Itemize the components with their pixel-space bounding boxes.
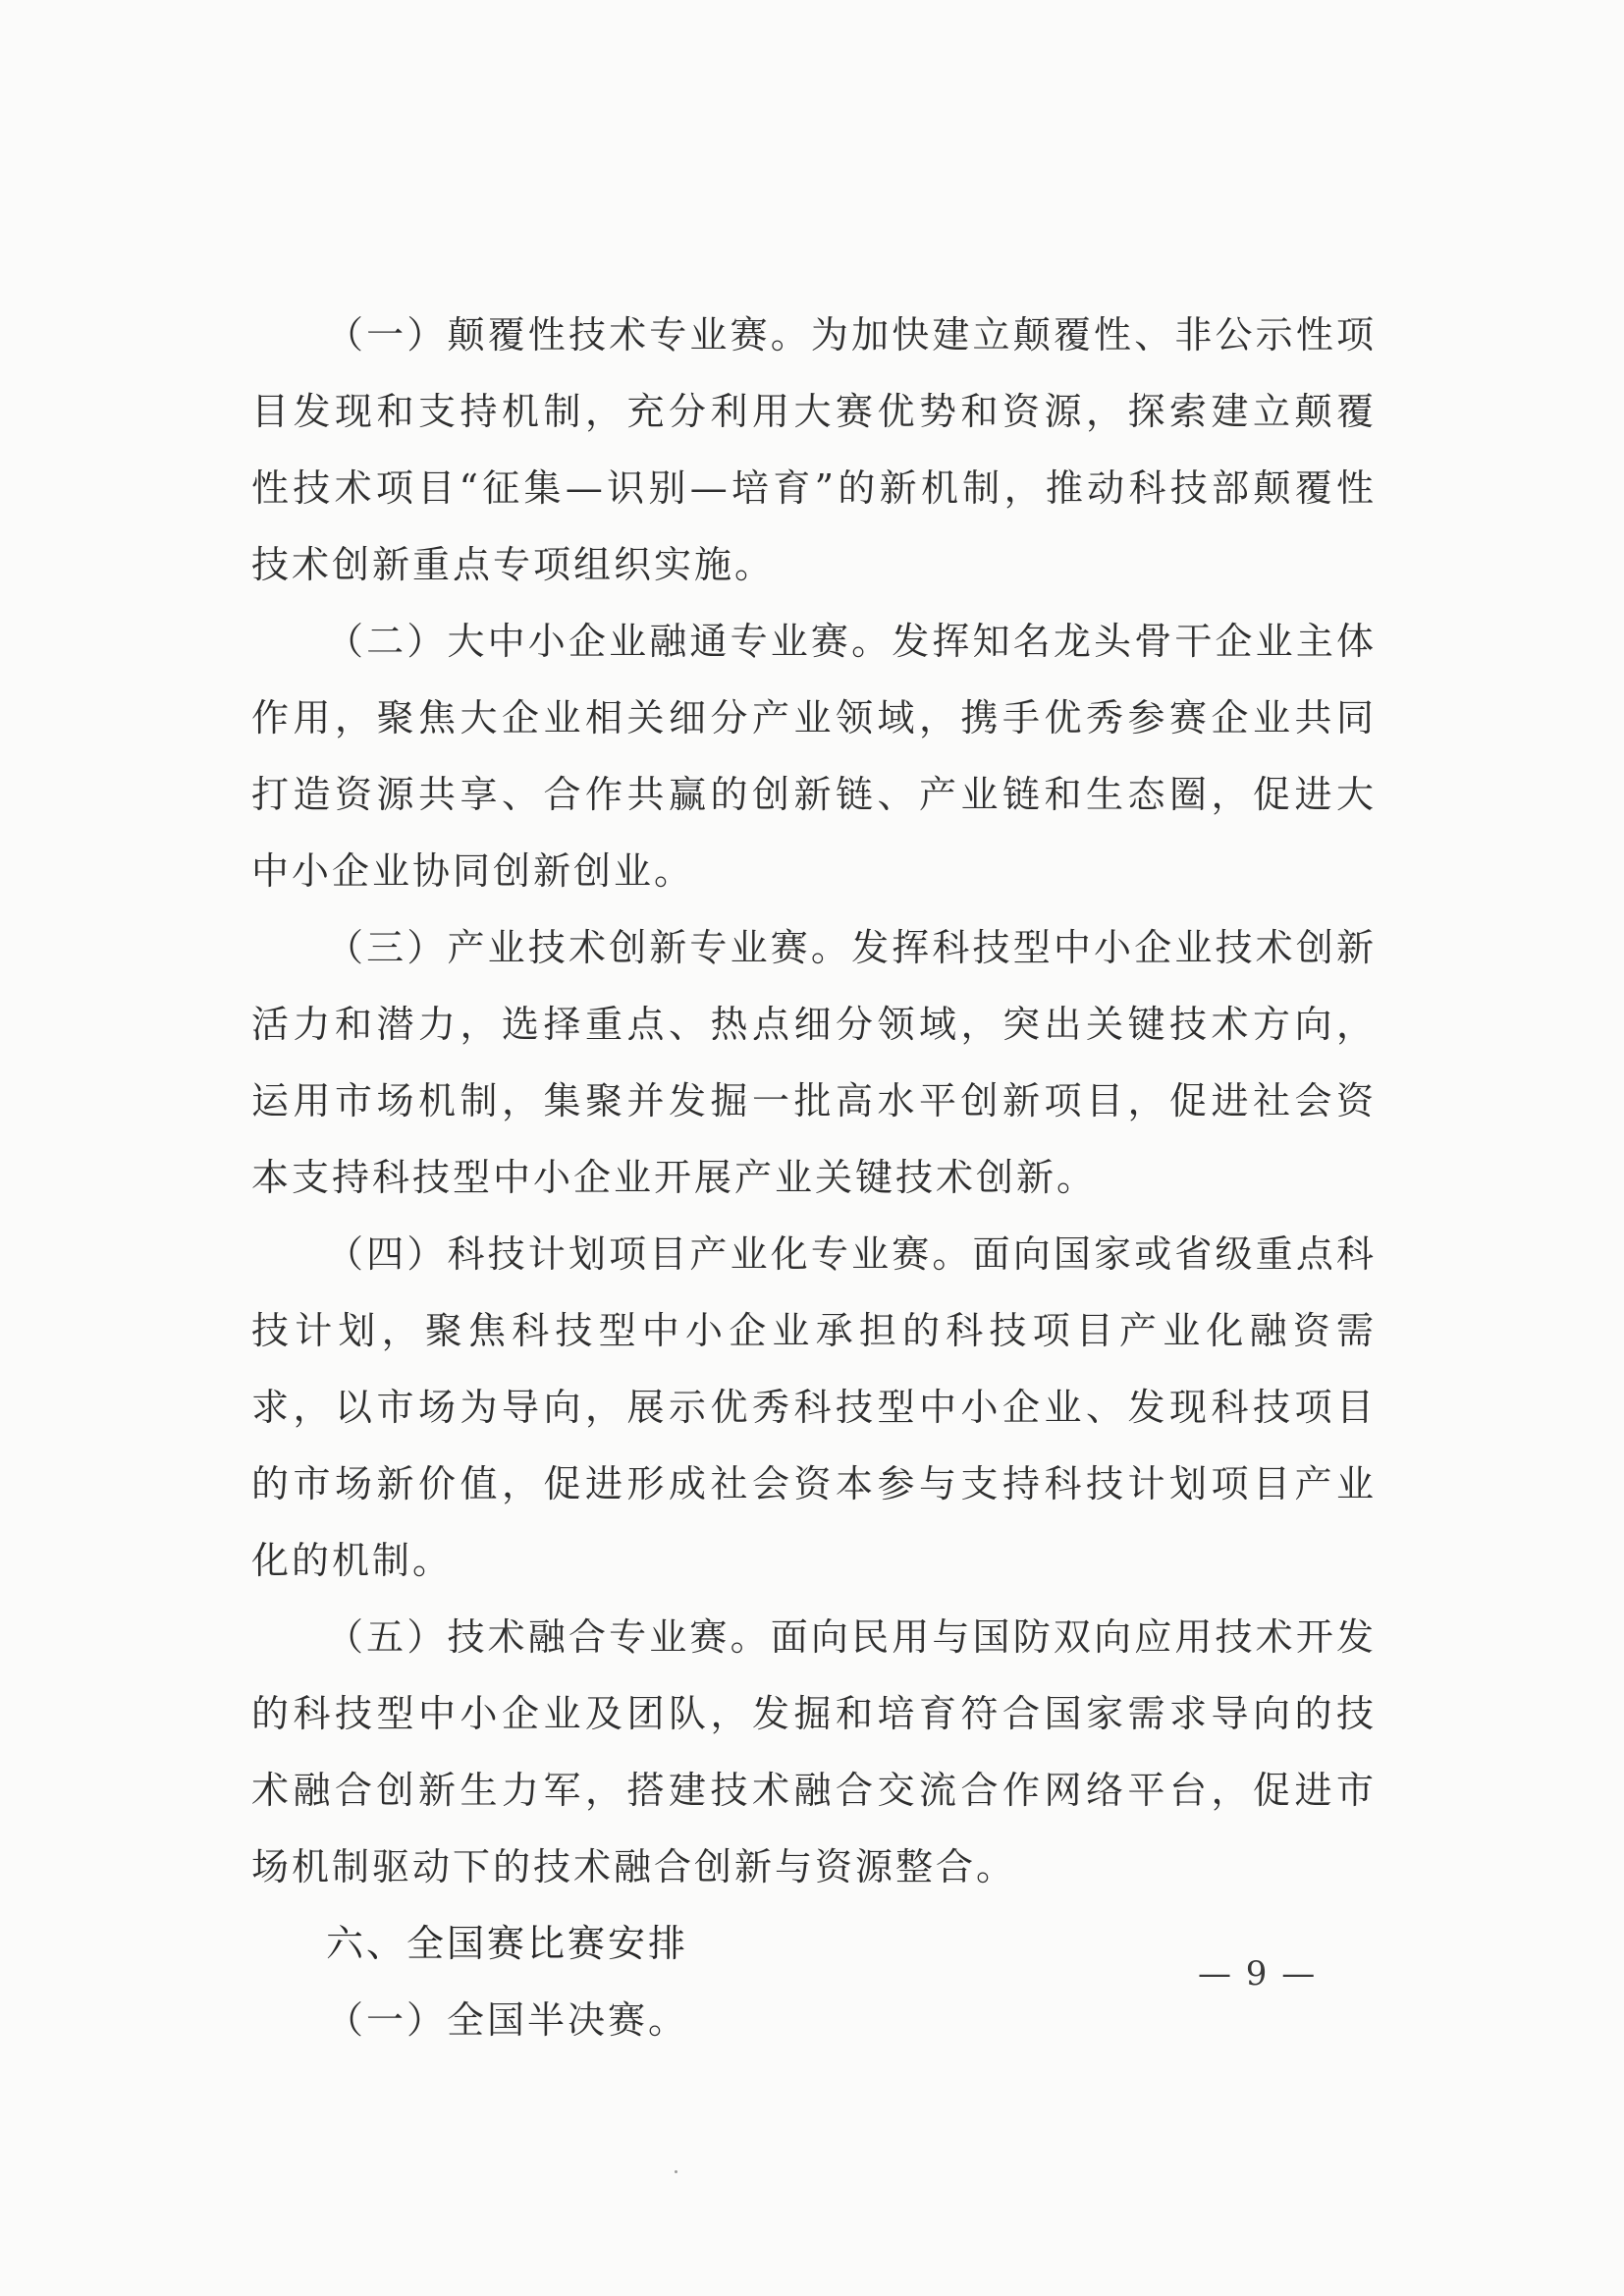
scan-speck: [675, 2170, 677, 2173]
paragraph-tech-plan-industrialization: （四）科技计划项目产业化专业赛。面向国家或省级重点科技计划，聚焦科技型中小企业承担的科技项目产业化融资需求，以市场为导向，展示优秀科技型中小企业、发现科技项目的市场新价值，促进形成社会资本参与支持科技计划项目产业化的机制。: [251, 1232, 1377, 1582]
page-number: — 9 —: [1198, 1954, 1318, 1994]
paragraph-tech-fusion: （五）技术融合专业赛。面向民用与国防双向应用技术开发的科技型中小企业及团队，发掘和培育符合国家需求导向的技术融合创新生力军，搭建技术融合交流合作网络平台，促进市场机制驱动下的技术融合创新与资源整合。: [251, 1615, 1377, 1888]
paragraph-enterprise-integration: （二）大中小企业融通专业赛。发挥知名龙头骨干企业主体作用，聚焦大企业相关细分产业领域，携手优秀参赛企业共同打造资源共享、合作共赢的创新链、产业链和生态圈，促进大中小企业协同创新创业。: [251, 620, 1377, 893]
paragraph-disruptive-tech: （一）颠覆性技术专业赛。为加快建立颠覆性、非公示性项目发现和支持机制，充分利用大赛优势和资源，探索建立颠覆性技术项目“征集—识别—培育”的新机制，推动科技部颠覆性技术创新重点专项组织实施。: [251, 313, 1377, 586]
section-heading: 六、全国赛比赛安排: [326, 1922, 689, 1965]
document-body: [251, 297, 1377, 2058]
sub-heading: （一）全国半决赛。: [326, 1998, 689, 2042]
paragraph-industry-tech-innovation: （三）产业技术创新专业赛。发挥科技型中小企业技术创新活力和潜力，选择重点、热点细分领域，突出关键技术方向，运用市场机制，集聚并发掘一批高水平创新项目，促进社会资本支持科技型中小企业开展产业关键技术创新。: [251, 926, 1377, 1199]
